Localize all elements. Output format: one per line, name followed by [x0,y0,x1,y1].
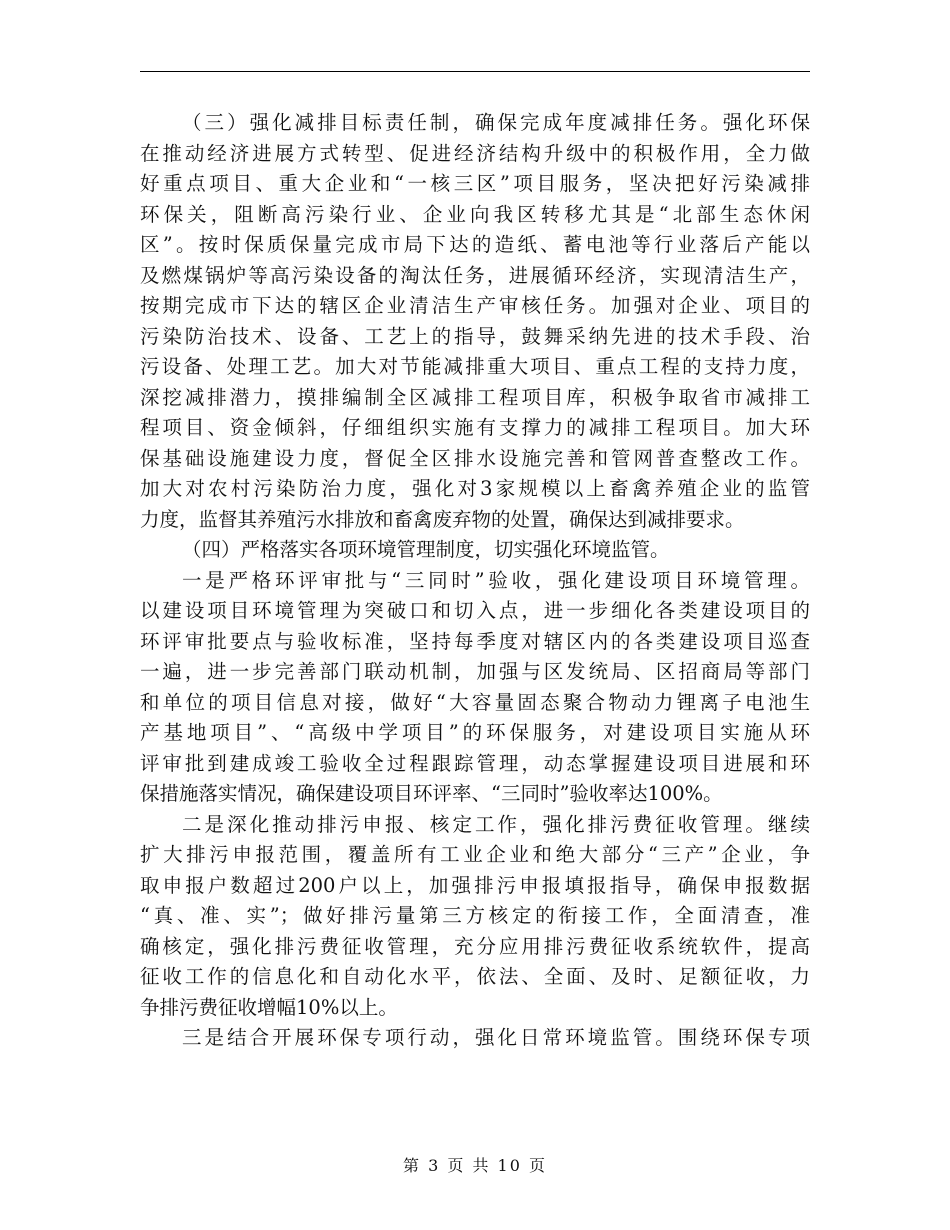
text-line: 取申报户数超过200户以上，加强排污申报填报指导，确保申报数据 [140,873,810,897]
text-line: “真、准、实”；做好排污量第三方核定的衔接工作，全面清查，准 [140,904,810,927]
text-line: 环保关，阻断高污染行业、企业向我区转移尤其是“北部生态休闲 [140,202,810,226]
text-line: 征收工作的信息化和自动化水平，依法、全面、及时、足额征收，力 [140,965,810,988]
header-rule [140,71,810,72]
text-line: 程项目、资金倾斜，仔细组织实施有支撑力的减排工程项目。加大环 [140,416,810,439]
text-line: 评审批到建成竣工验收全过程跟踪管理，动态掌握建设项目进展和环 [140,751,810,775]
text-line: 以建设项目环境管理为突破口和切入点，进一步细化各类建设项目的 [140,599,810,622]
text-line: 按期完成市下达的辖区企业清洁生产审核任务。加强对企业、项目的 [140,294,810,317]
text-line: 保措施落实情况，确保建设项目环评率、“三同时”验收率达100%。 [140,782,723,805]
text-line: 一遍，进一步完善部门联动机制，加强与区发统局、区招商局等部门 [140,660,810,683]
text-line: 和单位的项目信息对接，做好“大容量固态聚合物动力锂离子电池生 [140,690,810,714]
text-line: 深挖减排潜力，摸排编制全区减排工程项目库，积极争取省市减排工 [140,385,810,409]
text-line: 争排污费征收增幅10%以上。 [140,995,398,1019]
text-line: 扩大排污申报范围，覆盖所有工业企业和绝大部分“三产”企业，争 [140,843,810,866]
text-line: 确核定，强化排污费征收管理，充分应用排污费征收系统软件，提高 [140,934,810,958]
text-line: 三是结合开展环保专项行动，强化日常环境监管。围绕环保专项 [182,1026,810,1049]
text-line: （四）严格落实各项环境管理制度，切实强化环境监管。 [182,538,670,561]
text-line: 区”。按时保质保量完成市局下达的造纸、蓄电池等行业落后产能以 [140,233,810,256]
text-line: 二是深化推动排污申报、核定工作，强化排污费征收管理。继续 [182,812,810,836]
text-line: 在推动经济进展方式转型、促进经济结构升级中的积极作用，全力做 [140,141,810,165]
text-line: 产基地项目”、“高级中学项目”的环保服务，对建设项目实施从环 [140,721,810,744]
text-line: 环评审批要点与验收标准，坚持每季度对辖区内的各类建设项目巡查 [140,629,810,653]
text-line: 保基础设施建设力度，督促全区排水设施完善和管网普查整改工作。 [140,446,810,470]
text-line: 力度，监督其养殖污水排放和畜禽废弃物的处置，确保达到减排要求。 [140,507,745,531]
text-line: 加大对农村污染防治力度，强化对3家规模以上畜禽养殖企业的监管 [140,477,810,500]
page-number-footer: 第 3 页 共 10 页 [403,1156,547,1175]
text-line: （三）强化减排目标责任制，确保完成年度减排任务。强化环保 [182,111,810,134]
text-line: 污设备、处理工艺。加大对节能减排重大项目、重点工程的支持力度， [140,355,810,378]
text-line: 及燃煤锅炉等高污染设备的淘汰任务，进展循环经济，实现清洁生产， [140,263,810,287]
text-line: 一是严格环评审批与“三同时”验收，强化建设项目环境管理。 [182,568,810,592]
text-line: 好重点项目、重大企业和“一核三区”项目服务，坚决把好污染减排 [140,172,810,195]
text-line: 污染防治技术、设备、工艺上的指导，鼓舞采纳先进的技术手段、治 [140,324,810,348]
document-body [140,108,810,1054]
